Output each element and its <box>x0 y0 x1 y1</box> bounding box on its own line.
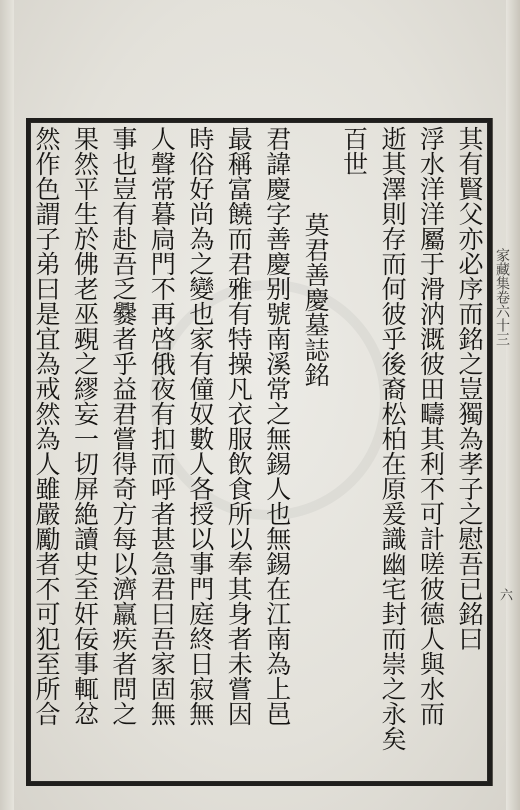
text-column: 逝其澤則存而何彼乎後裔松柏在原爰識幽宅封而崇之永矣 <box>378 126 408 751</box>
text-column: 最稱富饒而君雅有特操凡衣服飲食所以奉其身者未嘗因 <box>224 126 254 726</box>
section-title: 莫君善慶墓誌銘 <box>301 212 331 387</box>
right-page-edge <box>506 0 520 810</box>
text-column: 然作色謂子弟曰是宜為戒然為人雖嚴勵者不可犯至所合 <box>32 126 61 726</box>
text-column: 果然平生於佛老巫覡之繆妄一切屏絶讀史至奸佞事輒忿 <box>70 126 100 726</box>
text-column: 人聲常暮扃門不再啓俄夜有扣而呼者甚急君曰吾家固無 <box>147 126 177 726</box>
margin-page-number: 六 <box>497 588 512 601</box>
left-page-edge <box>0 0 14 810</box>
fold-line <box>492 118 493 786</box>
text-column: 其有賢父亦必序而銘之豈獨為孝子之慰吾已銘曰 <box>454 126 484 651</box>
margin-book-title: 家藏集卷六十三 <box>494 248 510 346</box>
text-column: 事也豈有赴吾乏爨者乎益君嘗得奇方每以濟羸疾者問之 <box>108 126 138 726</box>
text-columns <box>34 126 482 778</box>
text-column: 百世 <box>339 126 369 176</box>
text-column: 浮水洋洋屬于滑汭溉彼田疇其利不可計嗟彼德人與水而 <box>416 126 446 726</box>
text-column: 君諱慶字善慶别號南溪常之無錫人也無錫在江南為上邑 <box>262 126 292 726</box>
text-column: 時俗好尚為之變也家有僮奴數人各授以事門庭終日寂無 <box>185 126 215 726</box>
